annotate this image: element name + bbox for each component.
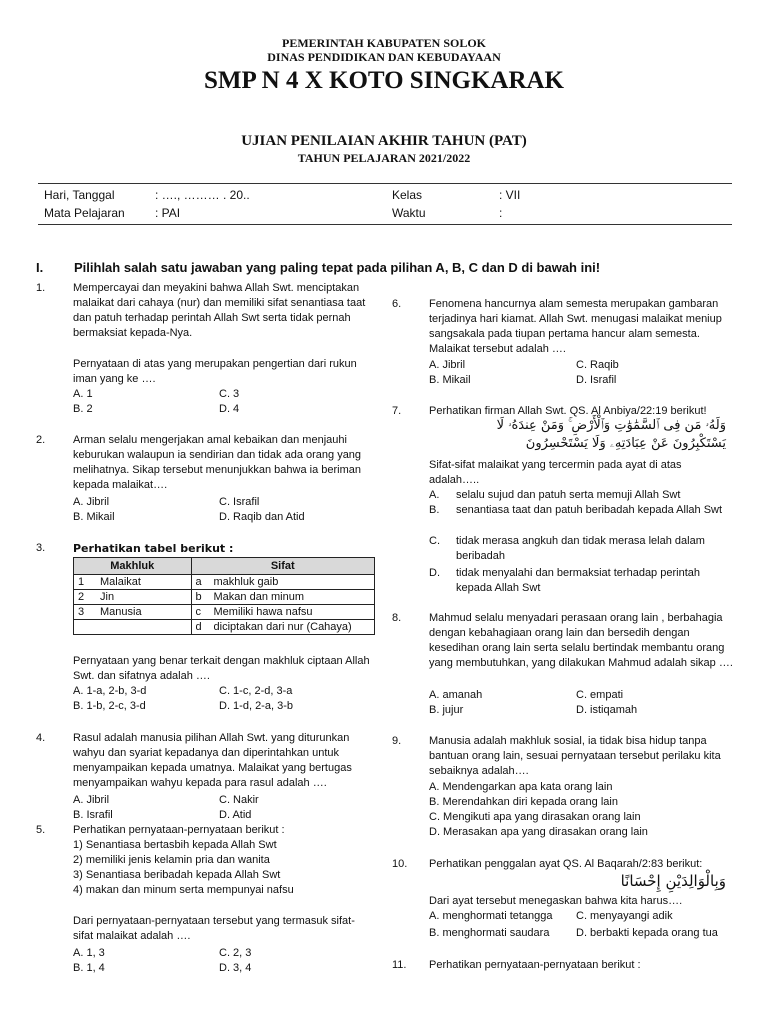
row-letter: d [191,620,210,635]
option-text: tidak menyalahi dan bermaksiat terhadap perintah kepada Allah Swt [456,567,700,594]
exam-title: UJIAN PENILAIAN AKHIR TAHUN (PAT) [241,133,527,149]
day-label: Hari, Tanggal [44,188,115,202]
question-3-text-2: Pernyataan yang benar terkait dengan makhluk ciptaan Allah Swt. dan sifatnya adalah …. [73,655,370,682]
question-number: 4. [36,732,46,744]
question-number: 1. [36,282,46,294]
class-value: : VII [499,188,521,202]
table-row [74,605,375,620]
subject-value: : PAI [155,206,181,220]
row-letter: a [191,575,210,590]
row-sifat: makhluk gaib [210,575,375,590]
row-sifat: Memiliki hawa nafsu [210,605,375,620]
option-c[interactable]: C. Israfil [219,496,260,508]
question-text: Perhatikan penggalan ayat QS. Al Baqarah/2:83 berikut: [429,858,703,870]
option-b[interactable]: B. Merendahkan diri kepada orang lain [429,796,618,808]
class-label: Kelas [392,188,423,202]
question-text: Rasul adalah manusia pilihan Allah Swt. yang diturunkan wahyu dan syariat kepadanya dan diperintahkan untuk menyampaikan kepada umatnya. Malaikat yang bertugas menyampaikan wahyu kepada para rasul adalah …. [73,732,352,789]
option-c[interactable]: C. Nakir [219,794,259,806]
question-text: Mempercayai dan meyakini bahwa Allah Swt. menciptakan malaikat dari cahaya (nur) dan memiliki sifat senantiasa taat dan patuh terhadap perintah Allah Swt serta tidak pernah bermaksiat kepada-Nya. [73,282,366,339]
option-d[interactable]: D. istiqamah [576,704,638,716]
option-b[interactable]: B. Mikail [429,374,471,386]
option-c[interactable]: C. 1-c, 2-d, 3-a [219,685,293,697]
question-text: Perhatikan tabel berikut : [73,542,234,555]
table-header-makhluk: Makhluk [74,558,192,575]
option-letter: B. [429,504,440,516]
option-a[interactable]: A. Jibril [73,496,110,508]
table-row [74,620,375,635]
time-label: Waktu [392,206,426,220]
table-header-sifat: Sifat [191,558,374,575]
question-number: 10. [392,858,408,870]
school-name: SMP N 4 X KOTO SINGKARAK [204,67,564,94]
question-number: 2. [36,434,46,446]
option-text: senantiasa taat dan patuh beribadah kepada Allah Swt [456,504,723,516]
option-b[interactable]: B. 1, 4 [73,962,105,974]
row-number: 2 [74,590,97,605]
option-d[interactable]: D. Atid [219,809,252,821]
option-c[interactable]: C. menyayangi adik [576,910,673,922]
subject-label: Mata Pelajaran [44,206,125,220]
info-top-rule [38,183,732,184]
option-d[interactable]: D. berbakti kepada orang tua [576,927,718,939]
question-number: 6. [392,298,402,310]
option-c[interactable]: C. 3 [219,388,240,400]
section-number: I. [36,260,44,275]
statement-2: 2) memiliki jenis kelamin pria dan wanita [73,854,270,866]
option-d[interactable]: D. Merasakan apa yang dirasakan orang lain [429,826,648,838]
option-a[interactable]: A. Jibril [429,359,466,371]
statement-3: 3) Senantiasa beribadah kepada Allah Swt [73,869,281,881]
option-text: tidak merasa angkuh dan tidak merasa lelah dalam beribadah [456,535,705,562]
option-a[interactable]: A. 1 [73,388,93,400]
statement-1: 1) Senantiasa bertasbih kepada Allah Swt [73,839,277,851]
option-d[interactable]: D. 3, 4 [219,962,252,974]
arabic-verse-line-2: يَسْتَكْبِرُونَ عَنْ عِبَادَتِهِۦ وَلَا يَسْتَحْسِرُونَ [525,436,726,451]
question-number: 3. [36,542,46,554]
option-a[interactable]: A. Jibril [73,794,110,806]
day-value: : …., ……… . 20.. [155,188,250,202]
row-sifat: diciptakan dari nur (Cahaya) [210,620,375,635]
row-makhluk: Jin [96,590,191,605]
option-text: selalu sujud dan patuh serta memuji Allah Swt [456,489,681,501]
question-number: 5. [36,824,46,836]
option-d[interactable]: D. 1-d, 2-a, 3-b [219,700,293,712]
question-text: Mahmud selalu menyadari perasaan orang lain , berbahagia dengan kebahagiaan orang lain dan bersedih dengan kesedihan orang lain serta selalu bertindak membantu orang yang membutuhkan, yang dilakukan Mahmud adalah sikap …. [429,612,733,669]
option-d[interactable]: D. 4 [219,403,240,415]
table-row [74,575,375,590]
info-bottom-rule [38,224,732,225]
option-b[interactable]: B. menghormati saudara [429,927,550,939]
row-number: 1 [74,575,97,590]
table-row [74,590,375,605]
question-text-2: Pernyataan di atas yang merupakan pengertian dari rukun iman yang ke …. [73,358,357,385]
arabic-verse-line-1: وَلَهُۥ مَن فِى ٱلسَّمَٰوَٰتِ وَٱلْأَرْضِ ۚ وَمَنْ عِندَهُۥ لَا [496,418,726,433]
question-number: 7. [392,405,402,417]
question-number: 9. [392,735,402,747]
option-a[interactable]: A. amanah [429,689,483,701]
statement-4: 4) makan dan minum serta mempunyai nafsu [73,884,294,896]
option-a[interactable]: A. 1, 3 [73,947,105,959]
option-a[interactable]: A. 1-a, 2-b, 3-d [73,685,147,697]
row-number [74,620,97,635]
option-letter: A. [429,489,440,501]
question-text: Fenomena hancurnya alam semesta merupakan gambaran terjadinya hari kiamat. Allah Swt. menugasi malaikat meniup sangsakala pada tiupan pertama hancur alam semesta. Malaikat tersebut adalah …. [429,298,722,355]
question-text: Perhatikan pernyataan-pernyataan berikut : [429,959,641,971]
question-text: Arman selalu mengerjakan amal kebaikan dan menjauhi keburukan walaupun ia sendirian dan tidak ada orang yang melihatnya. Sikap tersebut menunjukkan bahwa ia beriman kepada malaikat…. [73,434,362,491]
option-a[interactable]: A. Mendengarkan apa kata orang lain [429,781,613,793]
option-b[interactable]: B. Israfil [73,809,113,821]
option-c[interactable]: C. Mengikuti apa yang dirasakan orang lain [429,811,641,823]
question-text: Perhatikan firman Allah Swt. QS. Al Anbiya/22:19 berikut! [429,405,707,417]
row-makhluk: Manusia [96,605,191,620]
question-number: 11. [392,959,407,971]
option-d[interactable]: D. Raqib dan Atid [219,511,305,523]
question-text: Manusia adalah makhluk sosial, ia tidak bisa hidup tanpa bantuan orang lain, sesuai pernyataan tersebut perilaku kita sebaiknya adalah…. [429,735,721,777]
creature-table [73,557,375,635]
question-number: 8. [392,612,402,624]
time-value: : [499,206,503,220]
question-10-text-2: Dari ayat tersebut menegaskan bahwa kita harus…. [429,895,683,907]
option-b[interactable]: B. jujur [429,704,464,716]
header-line2: DINAS PENDIDIKAN DAN KEBUDAYAAN [267,50,501,64]
row-sifat: Makan dan minum [210,590,375,605]
row-makhluk: Malaikat [96,575,191,590]
row-makhluk [96,620,191,635]
row-letter: c [191,605,210,620]
option-b[interactable]: B. Mikail [73,511,115,523]
option-d[interactable]: D. Israfil [576,374,617,386]
option-b[interactable]: B. 1-b, 2-c, 3-d [73,700,146,712]
row-letter: b [191,590,210,605]
option-a[interactable]: A. menghormati tetangga [429,910,553,922]
header-line1: PEMERINTAH KABUPATEN SOLOK [281,36,487,50]
option-letter: C. [429,535,440,547]
option-letter: D. [429,567,440,579]
option-c[interactable]: C. empati [576,689,624,701]
question-7-text-2: Sifat-sifat malaikat yang tercermin pada ayat di atas adalah….. [429,459,682,486]
question-5-text-2: Dari pernyataan-pernyataan tersebut yang termasuk sifat-sifat malaikat adalah …. [73,915,355,942]
row-number: 3 [74,605,97,620]
option-c[interactable]: C. 2, 3 [219,947,252,959]
exam-year: TAHUN PELAJARAN 2021/2022 [297,151,471,165]
option-c[interactable]: C. Raqib [576,359,619,371]
option-b[interactable]: B. 2 [73,403,93,415]
arabic-verse: وَبِالْوَالِدَيْنِ إِحْسَانًا [620,872,726,890]
section-instruction: Pilihlah salah satu jawaban yang paling tepat pada pilihan A, B, C dan D di bawah ini! [74,260,601,275]
question-text: Perhatikan pernyataan-pernyataan berikut : [73,824,285,836]
